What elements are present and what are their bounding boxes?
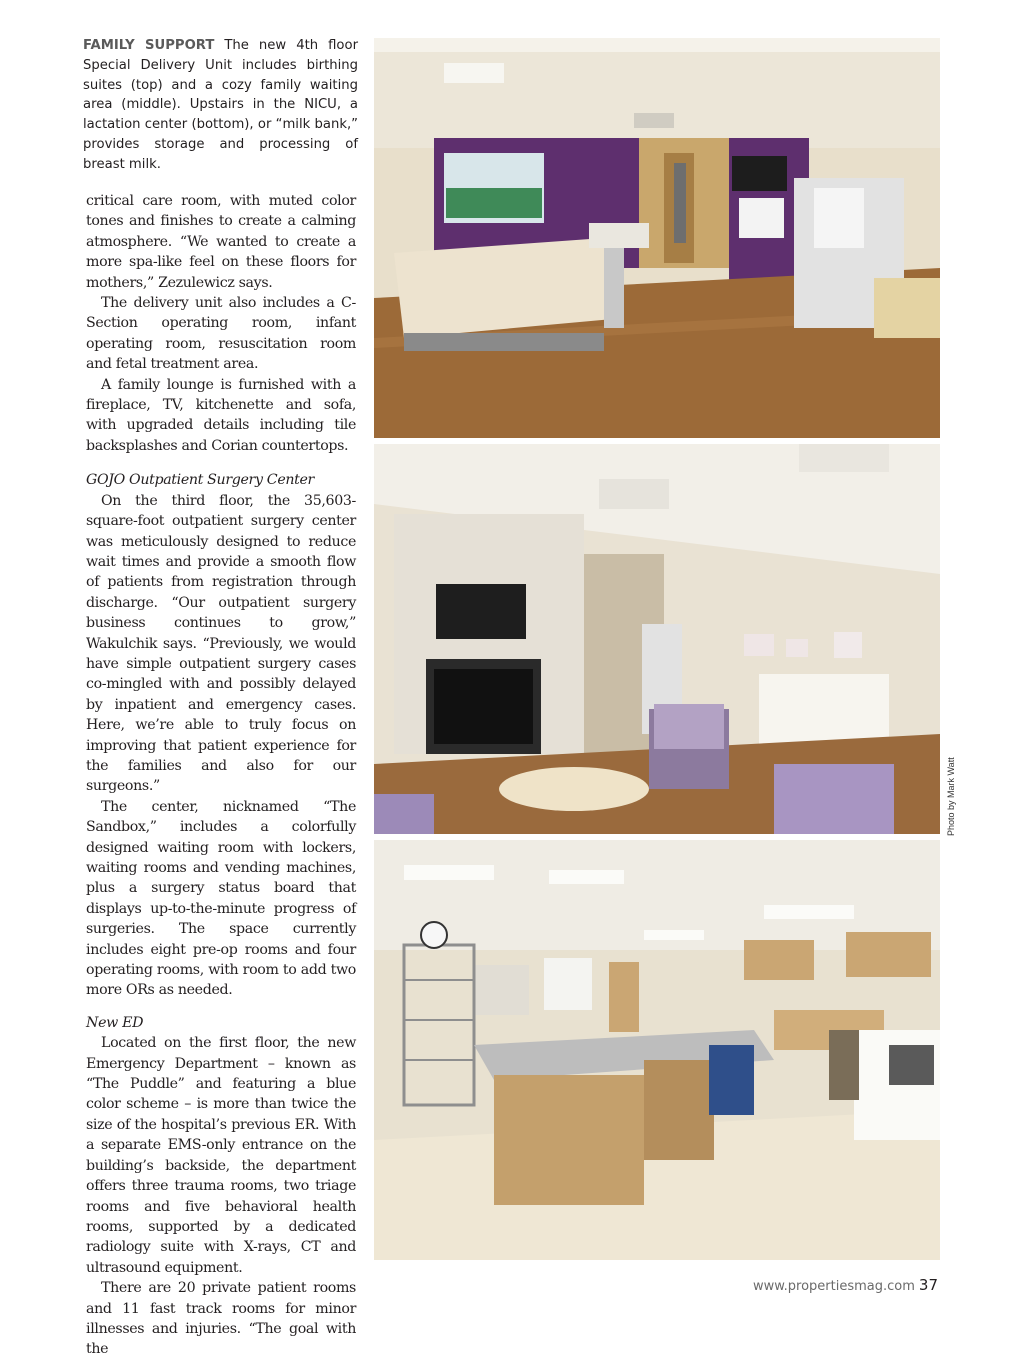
article-paragraph: The center, nicknamed “The Sandbox,” includes a colorfully designed waiting room with lockers, waiting rooms and vending machines, plus a surgery status board that displays up-to-the-minute progress of surgeries. The space currently includes eight pre-op rooms and four operating rooms, with room to add two more ORs as needed. (86, 798, 356, 999)
article-paragraph: On the third floor, the 35,603-square-foot outpatient surgery center was meticulously designed to reduce wait times and provide a smooth flow of patients from registration through discharge. “Our outpatient surgery business continues to grow,” Wakulchik says. “Previously, we would have simple outpatient surgery cases co-mingled with and possibly delayed by inpatient and emergency cases. Here, we’re able to truly focus on improving that patient experience for the families and also for our surgeons.” (86, 492, 356, 795)
caption-text: The new 4th floor Special Delivery Unit includes birthing suites (top) and a cozy family waiting area (middle). Upstairs in the NICU, a lactation center (bottom), or “milk bank,” provides storage and processing of breast milk. (83, 38, 358, 172)
article-paragraph: A family lounge is furnished with a fireplace, TV, kitchenette and sofa, with upgraded details including tile backsplashes and Corian countertops. (86, 376, 356, 454)
photo-caption (83, 36, 358, 175)
footer-website: www.propertiesmag.com (752, 1279, 915, 1294)
article-paragraph: critical care room, with muted color tones and finishes to create a calming atmosphere. “We wanted to create a more spa-like feel on these floors for mothers,” Zezulewicz says. (86, 193, 356, 291)
section-heading-new-ed: New ED (86, 1014, 144, 1031)
caption-lead: FAMILY SUPPORT (83, 38, 215, 53)
photo-lactation-center (374, 840, 940, 1260)
article-column (86, 191, 356, 1360)
photo-family-lounge (374, 444, 940, 834)
article-paragraph: There are 20 private patient rooms and 11 fast track rooms for minor illnesses and injuries. “The goal with the (86, 1280, 356, 1358)
page-footer (753, 1276, 938, 1294)
page-number: 37 (918, 1276, 938, 1294)
photo-credit: Photo by Mark Watt (946, 757, 956, 836)
photo-birthing-suite (374, 38, 940, 438)
article-paragraph: The delivery unit also includes a C-Section operating room, infant operating room, resuscitation room and fetal treatment area. (86, 295, 356, 373)
article-paragraph: Located on the first floor, the new Emergency Department – known as “The Puddle” and featuring a blue color scheme – is more than twice the size of the hospital’s previous ER. With a separate EMS-only entrance on the building’s backside, the department offers three trauma rooms, two triage rooms and five behavioral health rooms, supported by a dedicated radiology suite with X-rays, CT and ultrasound equipment. (86, 1035, 356, 1276)
section-heading-gojo: GOJO Outpatient Surgery Center (86, 472, 314, 489)
